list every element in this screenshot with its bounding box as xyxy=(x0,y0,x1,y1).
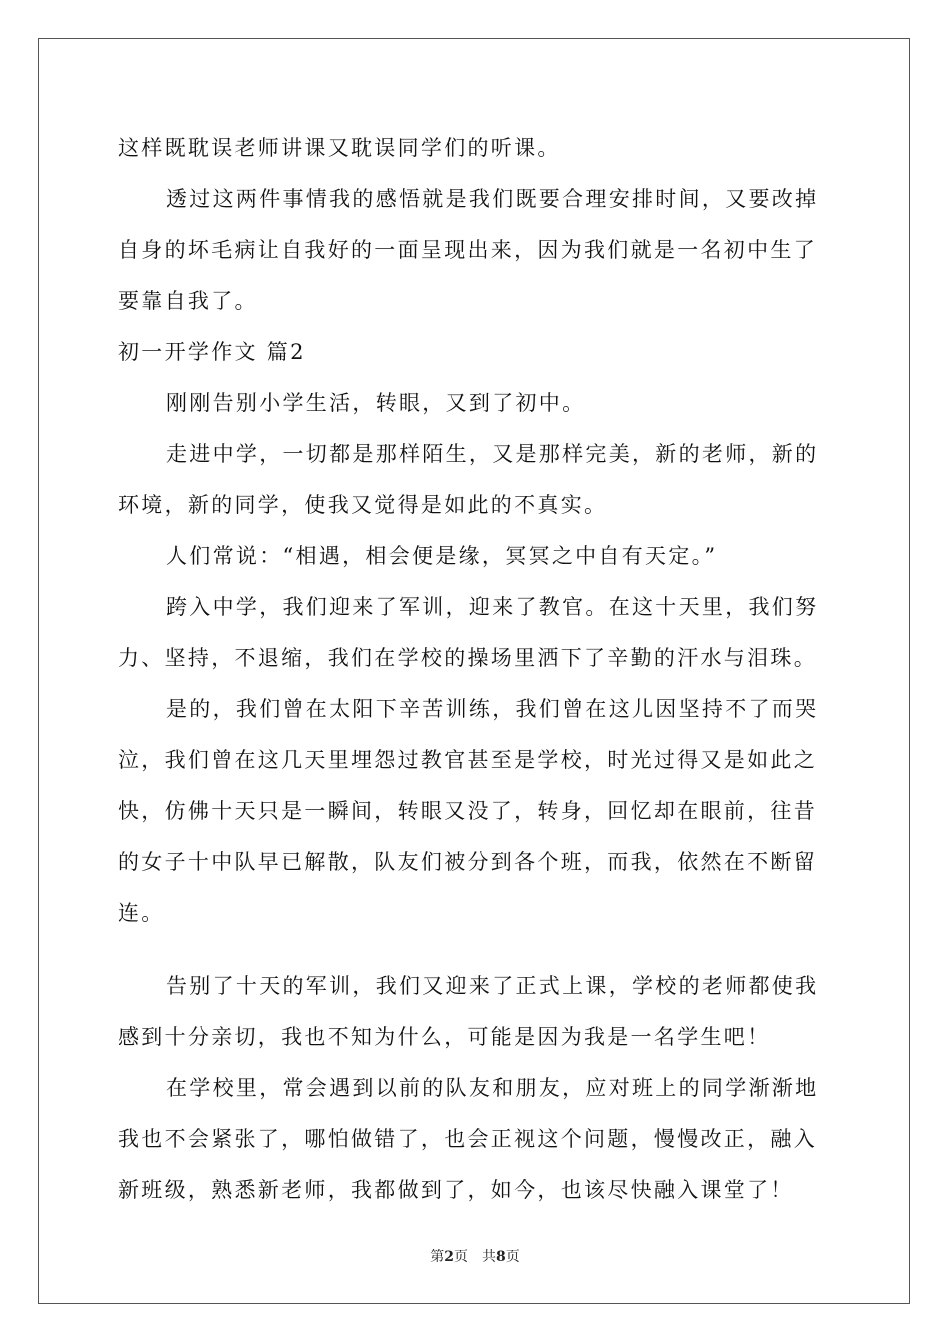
text-line: 快，仿佛十天只是一瞬间，转眼又没了，转身，回忆却在眼前，往昔 xyxy=(118,799,817,823)
total-pages: 8 xyxy=(496,1249,506,1265)
text-line: 新班级，熟悉新老师，我都做到了，如今，也该尽快融入课堂了！ xyxy=(118,1178,794,1202)
paragraph-start: 刚刚告别小学生活，转眼，又到了初中。 xyxy=(166,391,586,415)
text-line: 环境，新的同学，使我又觉得是如此的不真实。 xyxy=(118,493,608,517)
section-heading: 初一开学作文 篇2 xyxy=(118,340,306,364)
paragraph-start: 在学校里，常会遇到以前的队友和朋友，应对班上的同学渐渐地 xyxy=(166,1076,819,1100)
page-footer xyxy=(0,1247,950,1267)
total-prefix: 共 xyxy=(482,1249,496,1265)
paragraph-start: 透过这两件事情我的感悟就是我们既要合理安排时间，又要改掉 xyxy=(166,187,819,211)
text-line: 要靠自我了。 xyxy=(118,289,258,313)
text-line: 感到十分亲切，我也不知为什么，可能是因为我是一名学生吧！ xyxy=(118,1025,771,1049)
paragraph-start: 是的，我们曾在太阳下辛苦训练，我们曾在这儿因坚持不了而哭 xyxy=(166,697,819,721)
paragraph-start: 跨入中学，我们迎来了军训，迎来了教官。在这十天里，我们努 xyxy=(166,595,819,619)
document-body xyxy=(118,128,833,1221)
total-suffix: 页 xyxy=(505,1249,520,1265)
paragraph-gap xyxy=(118,944,833,966)
paragraph-start: 告别了十天的军训，我们又迎来了正式上课，学校的老师都使我 xyxy=(166,974,819,998)
text-line: 的女子十中队早已解散，队友们被分到各个班，而我，依然在不断留 xyxy=(118,850,817,874)
page-number: 2 xyxy=(444,1249,454,1265)
text-line: 连。 xyxy=(118,901,165,925)
text-line: 我也不会紧张了，哪怕做错了，也会正视这个问题，慢慢改正，融入 xyxy=(118,1127,817,1151)
paragraph-start: 走进中学，一切都是那样陌生，又是那样完美，新的老师，新的 xyxy=(166,442,819,466)
text-line: 这样既耽误老师讲课又耽误同学们的听课。 xyxy=(118,136,561,160)
page-suffix: 页 xyxy=(454,1249,468,1265)
page-prefix: 第 xyxy=(430,1249,445,1265)
paragraph-start: 人们常说：“相遇，相会便是缘，冥冥之中自有天定。” xyxy=(166,544,718,568)
text-line: 力、坚持，不退缩，我们在学校的操场里洒下了辛勤的汗水与泪珠。 xyxy=(118,646,817,670)
text-line: 自身的坏毛病让自我好的一面呈现出来，因为我们就是一名初中生了 xyxy=(118,238,817,262)
text-line: 泣，我们曾在这几天里埋怨过教官甚至是学校，时光过得又是如此之 xyxy=(118,748,817,772)
